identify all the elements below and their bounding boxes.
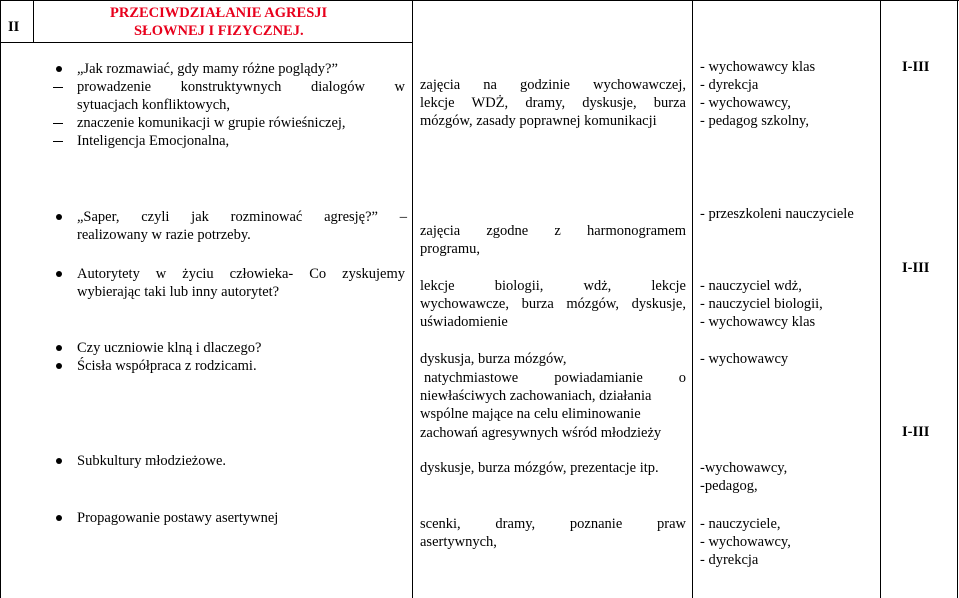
col-divider-4 [692, 0, 693, 598]
section-number: II [8, 19, 20, 35]
forms-line: zajęcia na godzinie wychowawczej, [420, 77, 686, 93]
responsible-line: - nauczyciel wdż, [700, 278, 802, 294]
forms-line: zachowań agresywnych wśród młodzieży [420, 425, 662, 441]
responsible-line: - wychowawcy klas [700, 59, 816, 75]
responsible-line: - dyrekcja [700, 77, 759, 93]
bullet-icon [56, 515, 62, 521]
responsible-line: - przeszkoleni nauczyciele [700, 206, 854, 222]
topic-item: Ścisła współpraca z rodzicami. [77, 358, 257, 374]
forms-line: scenki, dramy, poznanie praw [420, 516, 686, 532]
dash-bullet-icon [53, 123, 63, 124]
section-title-line1: PRZECIWDZIAŁANIE AGRESJI [110, 5, 328, 21]
responsible-line: - wychowawcy, [700, 95, 791, 111]
topic-item: Czy uczniowie klną i dlaczego? [77, 340, 262, 356]
responsible-line: - wychowawcy, [700, 534, 791, 550]
bullet-icon [56, 271, 62, 277]
responsible-line: - wychowawcy klas [700, 314, 816, 330]
table-border-right [957, 0, 958, 598]
topic-item-continuation: wybierając taki lub inny autorytet? [77, 284, 280, 300]
section-title-line2: SŁOWNEJ I FIZYCZNEJ. [134, 23, 304, 39]
topic-item: „Jak rozmawiać, gdy mamy różne poglądy?” [77, 61, 338, 77]
forms-line: wychowawcze, burza mózgów, dyskusje, [420, 296, 686, 312]
forms-line: lekcje WDŻ, dramy, dyskusje, burza [420, 95, 686, 111]
responsible-line: - pedagog szkolny, [700, 113, 809, 129]
topic-item-continuation: sytuacjach konfliktowych, [77, 97, 231, 113]
responsible-line: - nauczyciel biologii, [700, 296, 823, 312]
col-divider-3 [412, 42, 413, 598]
topic-item-continuation: realizowany w razie potrzeby. [77, 227, 251, 243]
class-range: I-III [902, 260, 930, 276]
table-border-left [0, 0, 1, 598]
dash-bullet-icon [53, 141, 63, 142]
dash-bullet-icon [53, 87, 63, 88]
responsible-line: -wychowawcy, [700, 460, 788, 476]
bullet-icon [56, 458, 62, 464]
col-divider-5 [880, 0, 881, 598]
forms-line: asertywnych, [420, 534, 497, 550]
bullet-icon [56, 214, 62, 220]
responsible-line: -pedagog, [700, 478, 758, 494]
topic-item: prowadzenie konstruktywnych dialogów w [77, 79, 405, 95]
header-row-bottom [0, 42, 412, 43]
table-border-top [0, 0, 959, 1]
forms-line: programu, [420, 241, 480, 257]
forms-line: lekcje biologii, wdż, lekcje [420, 278, 686, 294]
responsible-line: - nauczyciele, [700, 516, 781, 532]
topic-item: Propagowanie postawy asertywnej [77, 510, 279, 526]
col-divider-2 [412, 0, 413, 42]
class-range: I-III [902, 424, 930, 440]
topic-item: znaczenie komunikacji w grupie rówieśniczej, [77, 115, 346, 131]
responsible-line: - wychowawcy [700, 351, 789, 367]
forms-line: natychmiastowe powiadamianie o [424, 370, 686, 386]
responsible-line: - dyrekcja [700, 552, 759, 568]
bullet-icon [56, 363, 62, 369]
forms-line: uświadomienie [420, 314, 508, 330]
forms-line: mózgów, zasady poprawnej komunikacji [420, 113, 657, 129]
bullet-icon [56, 345, 62, 351]
col-divider-1 [33, 0, 34, 42]
forms-line: wspólne mające na celu eliminowanie [420, 406, 641, 422]
forms-line: dyskusje, burza mózgów, prezentacje itp. [420, 460, 659, 476]
bullet-icon [56, 66, 62, 72]
topic-item: Inteligencja Emocjonalna, [77, 133, 230, 149]
forms-line: zajęcia zgodne z harmonogramem [420, 223, 686, 239]
forms-line: niewłaściwych zachowaniach, działania [420, 388, 652, 404]
forms-line: dyskusja, burza mózgów, [420, 351, 567, 367]
topic-item: Subkultury młodzieżowe. [77, 453, 227, 469]
topic-item: Autorytety w życiu człowieka- Co zyskujemy [77, 266, 405, 282]
class-range: I-III [902, 59, 930, 75]
topic-item: „Saper, czyli jak rozminować agresję?” – [77, 209, 407, 225]
